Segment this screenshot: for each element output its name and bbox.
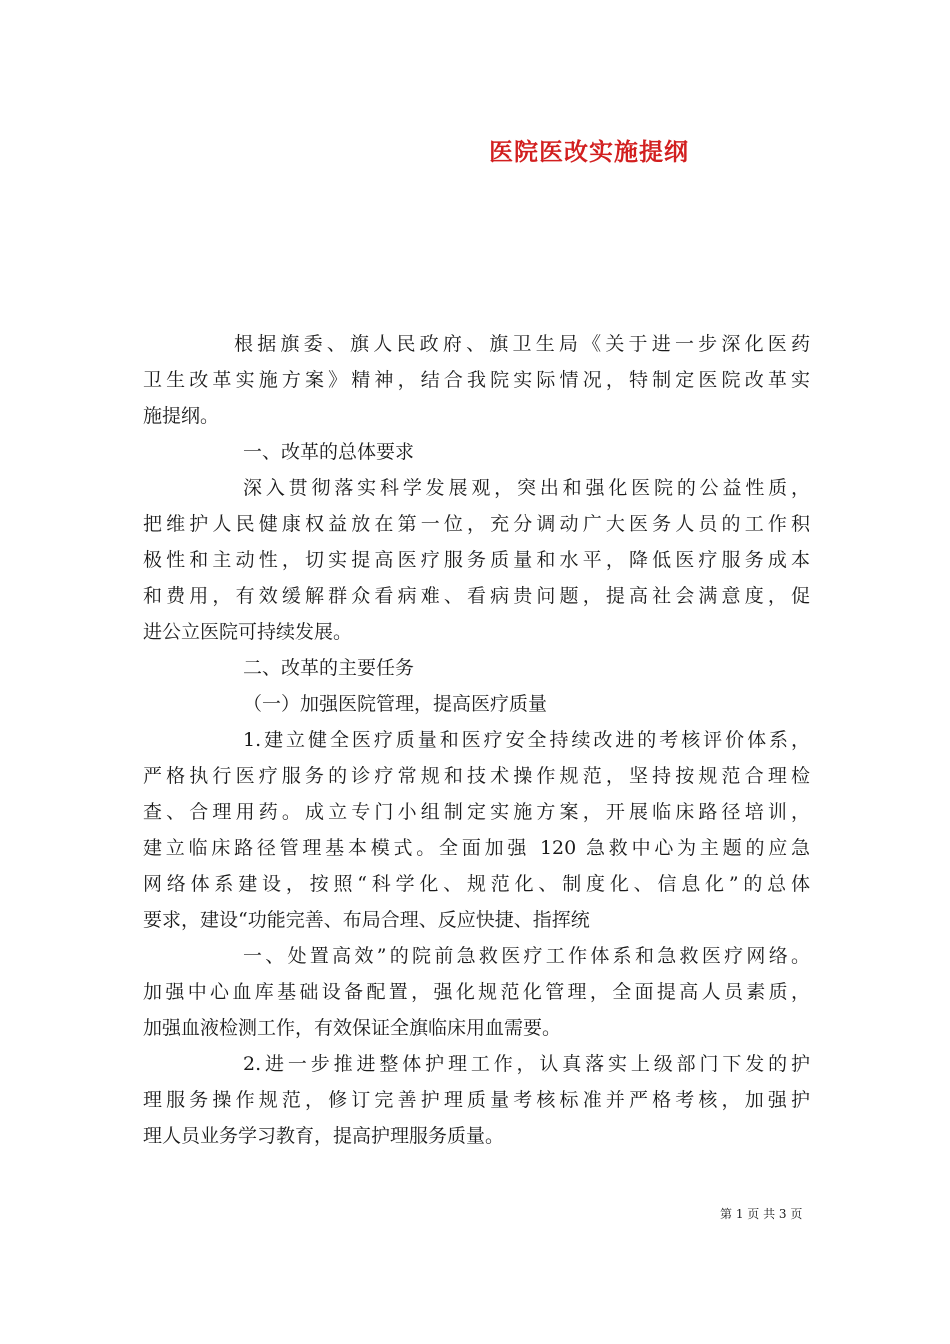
paragraph-line: 加强血液检测工作，有效保证全旗临床用血需要。 (143, 1017, 562, 1039)
paragraph-line: 加强中心血库基础设备配置，强化规范化管理，全面提高人员素质， (143, 981, 810, 1003)
section-heading: 二、改革的主要任务 (243, 657, 415, 679)
paragraph-line: 把维护人民健康权益放在第一位，充分调动广大医务人员的工作积 (143, 513, 810, 535)
paragraph-line: 根据旗委、旗人民政府、旗卫生局《关于进一步深化医药 (234, 333, 810, 355)
document-title: 医院医改实施提纲 (489, 137, 689, 166)
paragraph-line: 建立临床路径管理基本模式。全面加强 120 急救中心为主题的应急 (143, 837, 810, 859)
paragraph-line: 深入贯彻落实科学发展观，突出和强化医院的公益性质， (243, 477, 810, 499)
paragraph-line: 施提纲。 (143, 405, 220, 427)
document-body (143, 326, 810, 1154)
paragraph-line: 要求，建设“功能完善、布局合理、反应快捷、指挥统 (143, 909, 590, 931)
paragraph-line: 网络体系建设，按照“科学化、规范化、制度化、信息化”的总体 (143, 873, 810, 895)
paragraph-line: 极性和主动性，切实提高医疗服务质量和水平，降低医疗服务成本 (143, 549, 810, 571)
paragraph-line: 一、处置高效”的院前急救医疗工作体系和急救医疗网络。 (243, 945, 810, 967)
subsection-heading: （一）加强医院管理，提高医疗质量 (243, 693, 548, 715)
paragraph-line: 1.建立健全医疗质量和医疗安全持续改进的考核评价体系， (243, 729, 810, 751)
section-heading: 一、改革的总体要求 (243, 441, 415, 463)
paragraph-line: 和费用，有效缓解群众看病难、看病贵问题，提高社会满意度，促 (143, 585, 810, 607)
page-number: 第 1 页 共 3 页 (720, 1207, 803, 1221)
paragraph-line: 卫生改革实施方案》精神，结合我院实际情况，特制定医院改革实 (143, 369, 810, 391)
paragraph-line: 进公立医院可持续发展。 (143, 621, 353, 643)
paragraph-line: 查、合理用药。成立专门小组制定实施方案，开展临床路径培训， (143, 801, 810, 823)
paragraph-line: 2.进一步推进整体护理工作，认真落实上级部门下发的护 (243, 1053, 810, 1075)
paragraph-line: 理人员业务学习教育，提高护理服务质量。 (143, 1125, 505, 1147)
paragraph-line: 严格执行医疗服务的诊疗常规和技术操作规范，坚持按规范合理检 (143, 765, 810, 787)
paragraph-line: 理服务操作规范，修订完善护理质量考核标准并严格考核，加强护 (143, 1089, 810, 1111)
